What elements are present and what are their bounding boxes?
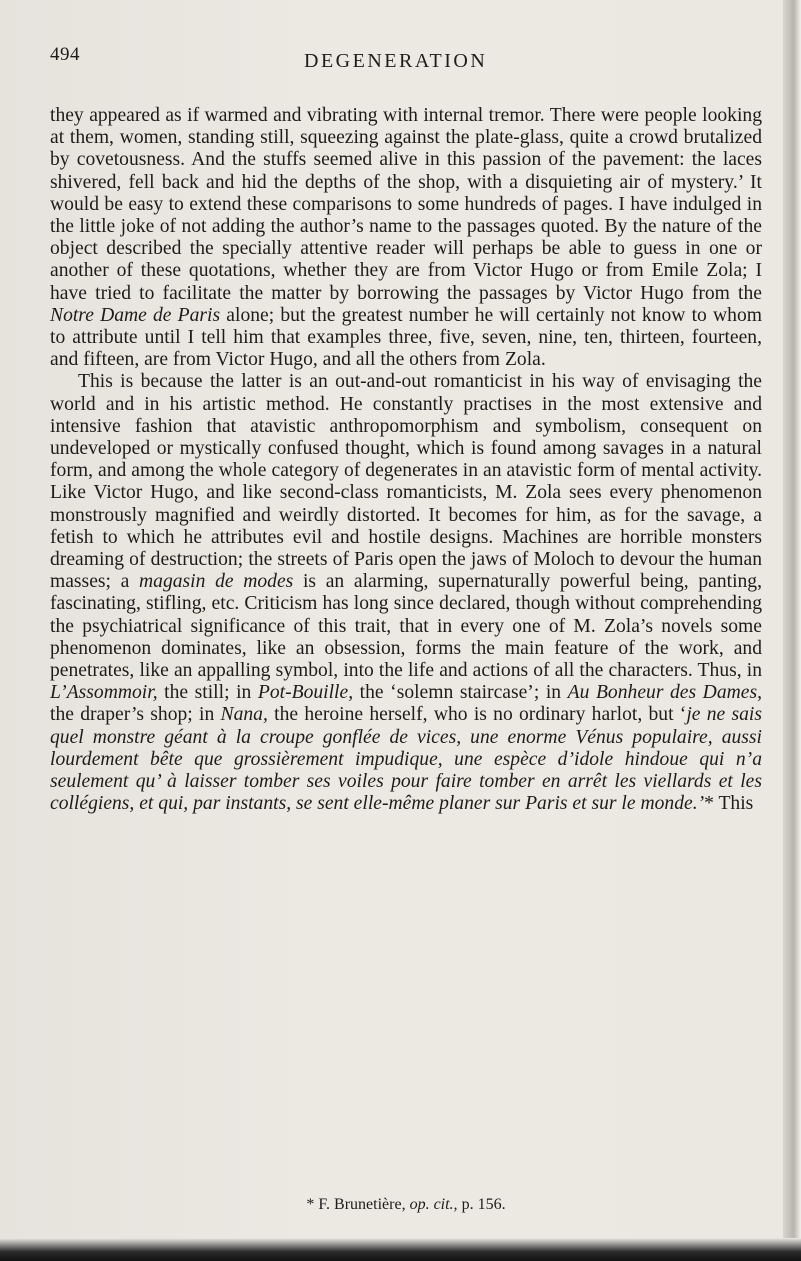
footnote-marker: * <box>704 793 714 815</box>
italic-title-notre-dame: Notre Dame de Paris <box>50 304 221 326</box>
paragraph-2-part-2: is an alarming, supernaturally powerful being, panting, fascinating, stifling, etc. Criticism has long since declared, though without comprehending the psychiatrical significance of this trait, that in every one of M. Zola’s novels some phenomenon dominates, like an obsession, forms the main feature of the work, and penetrates, like an appalling symbol, into the life and actions of all the characters. Thus, in <box>50 571 763 682</box>
scan-bottom-edge <box>0 1238 801 1261</box>
footnote-citation: op. cit., <box>409 1196 458 1213</box>
paragraph-2-part-3: the still; in <box>157 682 258 704</box>
page-number: 494 <box>50 44 80 65</box>
paragraph-2-part-1: This is because the latter is an out-and-out romanticist in his way of envisaging the world and in his artistic method. He constantly practises in the most extensive and intensive fashion that atavistic anthropomorphism and symbolism, consequent on undeveloped or mystically confused thought, which is found among savages in a natural form, and among the whole category of degenerates in an atavistic form of mental activity. Like Victor Hugo, and like second-class romanticists, M. Zola sees every phenomenon monstrously magnified and weirdly distorted. It becomes for him, as for the savage, a fetish to which he attributes evil and hostile designs. Machines are horrible monsters dreaming of destruction; the streets of Paris open the jaws of Moloch to devour the human masses; a <box>50 371 762 593</box>
page-header <box>50 44 750 74</box>
paragraph-2-part-4: the ‘solemn staircase’; in <box>353 682 568 704</box>
paragraph-2-part-6: the heroine herself, who is no ordinary harlot, but ‘ <box>267 704 687 726</box>
footnote-mark: * <box>306 1196 315 1213</box>
italic-nana: Nana, <box>220 704 268 726</box>
paragraph-2-part-5: the draper’s shop; in <box>50 704 221 726</box>
paragraph-1-text: they appeared as if warmed and vibrating with internal tremor. There were people looking at them, women, standing still, squeezing against the plate-glass, quite a crowd brutalized by covetousness. And the stuffs seemed alive in this passion of the pavement: the laces shivered, fell back and hid the depths of the shop, with a disquieting air of mystery.’ It would be easy to extend these comparisons to some hundreds of pages. I have indulged in the little joke of not adding the author’s name to the passages quoted. By the nature of the object described the specially attentive reader will perhaps be able to guess in one or another of these quotations, whether they are from Victor Hugo or from Emile Zola; I have tried to facilitate the matter by borrowing the passages by Victor Hugo from the <box>50 105 762 304</box>
italic-pot-bouille: Pot-Bouille, <box>257 682 354 704</box>
paragraph-2-part-7: This <box>713 793 754 815</box>
footnote-page: p. 156. <box>461 1196 506 1213</box>
italic-au-bonheur: Au Bonheur des Dames, <box>567 682 762 704</box>
italic-magasin: magasin de modes <box>139 571 294 593</box>
paragraph-1 <box>50 105 762 371</box>
running-head: DEGENERATION <box>304 50 488 72</box>
body-text <box>50 105 762 816</box>
paragraph-2 <box>50 371 762 815</box>
italic-french-quote: je ne sais quel monstre géant à la croupe gonflée de vices, une enorme Vénus populaire, aussi lourdement bête que grossièrement impudique, une espèce d’idole hindoue qui n’a seulement qu’ à laisser tomber ses voiles pour faire tomber en arrêt les viellards et les collégiens, et qui, par instants, se sent elle-même planer sur Paris et sur le monde.’ <box>50 704 762 815</box>
paragraph-1-text-after: alone; but the greatest number he will certainly not know to whom to attribute until I tell him that examples three, five, seven, nine, ten, thirteen, fourteen, and fifteen, are from Victor Hugo, and all the others from Zola. <box>50 304 762 371</box>
footnote-author: F. Brunetière, <box>318 1196 406 1213</box>
footnote <box>50 1196 762 1214</box>
italic-assommoir: L’Assommoir, <box>50 682 158 704</box>
page-edge-shadow <box>783 0 801 1261</box>
